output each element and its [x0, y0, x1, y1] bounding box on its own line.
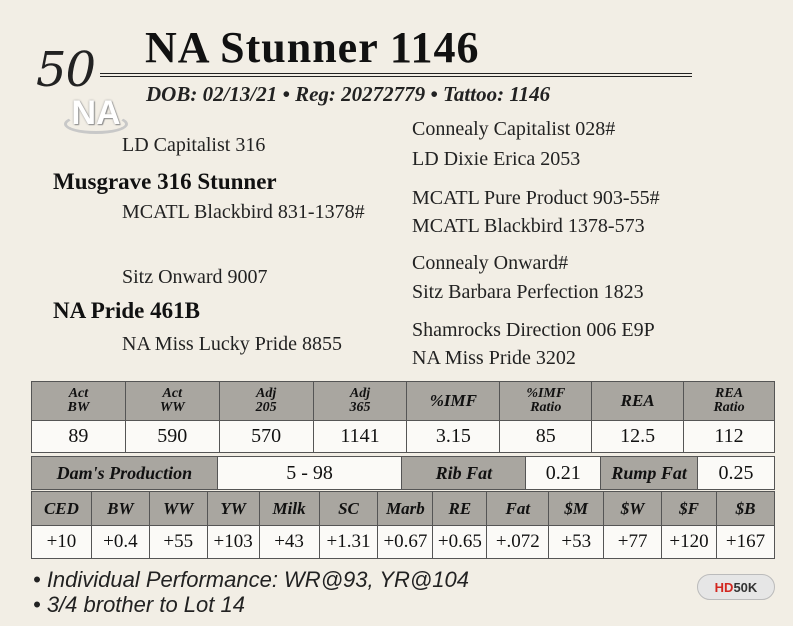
perf-value-adj-205: 570 — [219, 421, 313, 453]
perf-value-adj-365: 1141 — [313, 421, 407, 453]
epd-value-f: +120 — [662, 526, 717, 559]
epd-header-fat: Fat — [487, 492, 549, 526]
dam-sire-sire: Connealy Onward# — [412, 252, 569, 274]
perf-header-adj-365 — [313, 382, 407, 421]
dam-sire: Sitz Onward 9007 — [122, 266, 268, 288]
epd-value-row — [32, 526, 775, 559]
perf-header-line2: 365 — [349, 400, 371, 415]
epd-header-milk: Milk — [259, 492, 319, 526]
perf-header-imf-ratio — [500, 382, 592, 421]
dams-production-value: 5 - 98 — [217, 457, 402, 490]
perf-value-rea-ratio: 112 — [684, 421, 775, 453]
rump-fat-value: 0.25 — [698, 457, 775, 490]
lot-number: 50 — [36, 42, 96, 98]
sire-sire: LD Capitalist 316 — [122, 134, 266, 156]
rib-fat-label: Rib Fat — [402, 457, 526, 490]
dam-sire-dam: Sitz Barbara Perfection 1823 — [412, 281, 644, 303]
perf-header-act-bw — [32, 382, 126, 421]
performance-header-row — [32, 382, 775, 421]
perf-header-imf: %IMF — [407, 382, 500, 421]
note-sibling: • 3/4 brother to Lot 14 — [33, 592, 245, 617]
na-logo-icon — [64, 90, 128, 136]
sire-sire-dam: LD Dixie Erica 2053 — [412, 148, 581, 170]
performance-value-row — [32, 421, 775, 453]
epd-value-b: +167 — [716, 526, 774, 559]
performance-table — [31, 381, 775, 453]
production-row — [32, 457, 775, 490]
epd-header-yw: YW — [207, 492, 259, 526]
epd-header-row — [32, 492, 775, 526]
epd-header-ced: CED — [32, 492, 92, 526]
na-logo-text: NA — [71, 94, 121, 132]
hd50k-logo-50k: 50K — [733, 579, 758, 595]
perf-value-act-bw: 89 — [32, 421, 126, 453]
epd-value-fat: +.072 — [487, 526, 549, 559]
epd-value-yw: +103 — [207, 526, 259, 559]
notes — [33, 567, 469, 617]
perf-header-act-ww — [125, 382, 219, 421]
hd50k-logo-icon — [697, 574, 775, 600]
production-table — [31, 456, 775, 490]
dams-production-label: Dam's Production — [32, 457, 218, 490]
epd-header-marb: Marb — [378, 492, 433, 526]
epd-header-f: $F — [662, 492, 717, 526]
epd-header-bw: BW — [91, 492, 149, 526]
perf-header-line1: Act — [68, 386, 89, 401]
perf-header-line2: Ratio — [713, 400, 745, 415]
sire-dam: MCATL Blackbird 831-1378# — [122, 201, 365, 223]
sire-dam-sire: MCATL Pure Product 903-55# — [412, 187, 660, 209]
perf-header-rea: REA — [592, 382, 684, 421]
perf-header-adj-205 — [219, 382, 313, 421]
epd-table — [31, 491, 775, 559]
sire-sire-sire: Connealy Capitalist 028# — [412, 118, 616, 140]
perf-value-imf-ratio: 85 — [500, 421, 592, 453]
epd-value-ww: +55 — [149, 526, 207, 559]
registration-line: DOB: 02/13/21 • Reg: 20272779 • Tattoo: 1146 — [146, 82, 551, 106]
epd-value-w: +77 — [604, 526, 662, 559]
perf-header-line2: 205 — [255, 400, 277, 415]
perf-value-act-ww: 590 — [125, 421, 219, 453]
epd-value-re: +0.65 — [433, 526, 487, 559]
perf-header-rea-ratio — [684, 382, 775, 421]
dam-dam-sire: Shamrocks Direction 006 E9P — [412, 319, 655, 341]
title-divider — [100, 73, 692, 77]
perf-header-line1: Act — [162, 386, 182, 401]
dam-dam-dam: NA Miss Pride 3202 — [412, 347, 576, 369]
perf-header-line2: WW — [159, 400, 185, 415]
rump-fat-label: Rump Fat — [601, 457, 698, 490]
epd-header-sc: SC — [319, 492, 378, 526]
epd-header-w: $W — [604, 492, 662, 526]
perf-header-line1: REA — [715, 386, 744, 401]
epd-value-milk: +43 — [259, 526, 319, 559]
sire: Musgrave 316 Stunner — [53, 169, 277, 194]
animal-name: NA Stunner 1146 — [145, 23, 480, 72]
perf-header-line1: Adj — [349, 386, 371, 401]
epd-value-marb: +0.67 — [378, 526, 433, 559]
epd-value-sc: +1.31 — [319, 526, 378, 559]
perf-header-line2: Ratio — [530, 400, 562, 415]
sire-dam-dam: MCATL Blackbird 1378-573 — [412, 215, 645, 237]
hd50k-logo-hd: HD — [714, 579, 734, 595]
epd-value-bw: +0.4 — [91, 526, 149, 559]
perf-header-line1: %IMF — [526, 386, 566, 401]
epd-header-m: $M — [549, 492, 604, 526]
epd-value-m: +53 — [549, 526, 604, 559]
perf-header-line1: Adj — [256, 386, 277, 401]
epd-value-ced: +10 — [32, 526, 92, 559]
rib-fat-value: 0.21 — [526, 457, 601, 490]
epd-header-re: RE — [433, 492, 487, 526]
perf-header-line2: BW — [67, 400, 90, 415]
epd-header-ww: WW — [149, 492, 207, 526]
dam-dam: NA Miss Lucky Pride 8855 — [122, 333, 342, 355]
epd-header-b: $B — [716, 492, 774, 526]
dam: NA Pride 461B — [53, 298, 200, 323]
note-performance: • Individual Performance: WR@93, YR@104 — [33, 567, 469, 592]
perf-value-imf: 3.15 — [407, 421, 500, 453]
perf-value-rea: 12.5 — [592, 421, 684, 453]
